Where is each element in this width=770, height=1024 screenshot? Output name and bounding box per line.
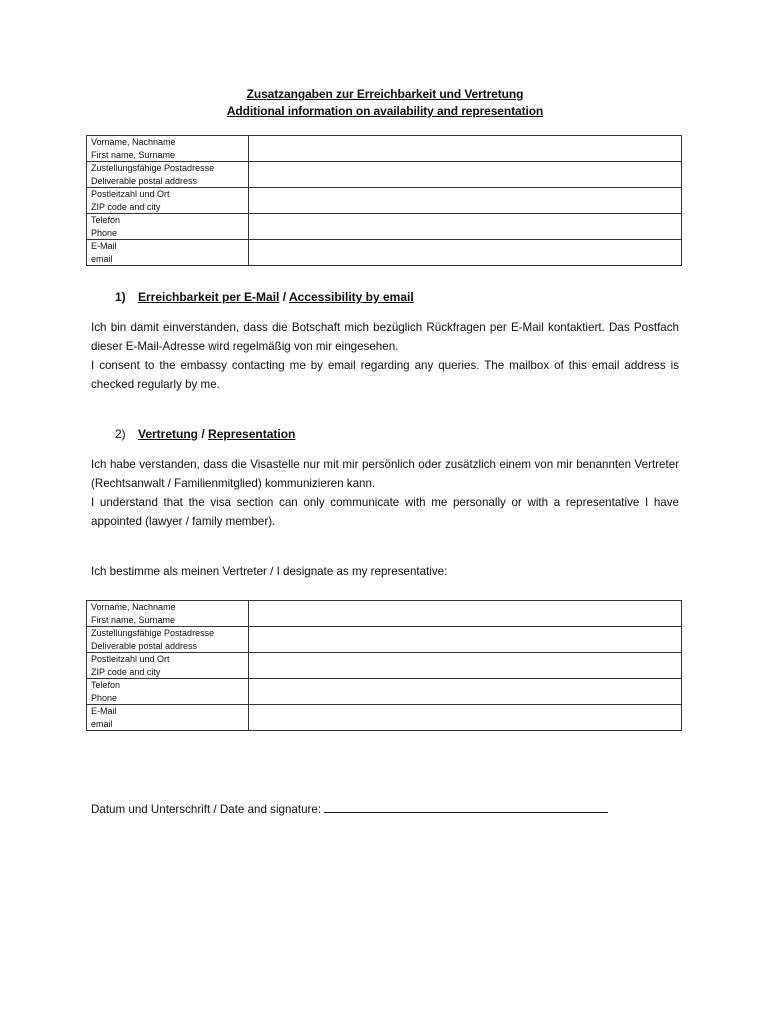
representative-zip-city-field[interactable]	[249, 653, 682, 679]
paragraph-english: I consent to the embassy contacting me by email regarding any queries. The mailbox of this email address is checked regularly by me.	[91, 359, 679, 391]
label-german: Vorname, Nachname	[91, 137, 176, 147]
label-german: Zustellungsfähige Postadresse	[91, 628, 215, 638]
table-row	[87, 627, 682, 653]
field-label	[87, 214, 249, 240]
heading-english: Representation	[208, 427, 296, 441]
section-number: 1)	[115, 290, 126, 304]
section-1-text	[91, 318, 679, 394]
field-label	[87, 705, 249, 731]
field-label	[87, 188, 249, 214]
signature-line[interactable]	[324, 800, 608, 813]
representative-form-table	[86, 600, 682, 731]
field-label	[87, 653, 249, 679]
section-2-text	[91, 455, 679, 531]
section-1-heading	[115, 289, 414, 305]
table-row	[87, 601, 682, 627]
email-field[interactable]	[249, 240, 682, 266]
signature-label: Datum und Unterschrift / Date and signature:	[91, 803, 322, 816]
heading-english: Accessibility by email	[288, 290, 414, 304]
field-label	[87, 627, 249, 653]
table-row	[87, 136, 682, 162]
label-english: First name, Surname	[91, 149, 176, 160]
paragraph-english: I understand that the visa section can only communicate with me personally or with a representative I have appointed (lawyer / family member).	[91, 496, 679, 528]
representative-name-field[interactable]	[249, 601, 682, 627]
heading-separator: /	[279, 290, 289, 304]
field-label	[87, 240, 249, 266]
designate-representative-text: Ich bestimme als meinen Vertreter / I designate as my representative:	[91, 565, 448, 578]
field-label	[87, 136, 249, 162]
representative-phone-field[interactable]	[249, 679, 682, 705]
title-german: Zusatzangaben zur Erreichbarkeit und Vertretung	[246, 87, 524, 101]
label-english: ZIP code and city	[91, 666, 161, 677]
label-german: E-Mail	[91, 706, 117, 716]
section-number: 2)	[115, 427, 126, 441]
representative-postal-address-field[interactable]	[249, 627, 682, 653]
label-english: Phone	[91, 227, 118, 238]
phone-field[interactable]	[249, 214, 682, 240]
label-german: Postleitzahl und Ort	[91, 654, 170, 664]
signature-row	[91, 800, 608, 818]
table-row	[87, 214, 682, 240]
heading-separator: /	[198, 427, 209, 441]
label-german: Zustellungsfähige Postadresse	[91, 163, 215, 173]
name-field[interactable]	[249, 136, 682, 162]
label-english: Deliverable postal address	[91, 640, 198, 651]
field-label	[87, 162, 249, 188]
paragraph-german: Ich habe verstanden, dass die Visastelle nur mit mir persönlich oder zusätzlich einem von mir benannten Vertreter (Rechtsanwalt / Familienmitglied) kommunizieren kann.	[91, 458, 679, 490]
heading-german: Vertretung	[138, 427, 199, 441]
label-english: ZIP code and city	[91, 201, 161, 212]
label-english: Phone	[91, 692, 118, 703]
label-german: Telefon	[91, 215, 121, 225]
zip-city-field[interactable]	[249, 188, 682, 214]
table-row	[87, 188, 682, 214]
table-row	[87, 240, 682, 266]
field-label	[87, 601, 249, 627]
table-row	[87, 705, 682, 731]
section-2-heading	[115, 426, 295, 442]
label-german: E-Mail	[91, 241, 117, 251]
label-english: First name, Surname	[91, 614, 176, 625]
table-row	[87, 653, 682, 679]
heading-german: Erreichbarkeit per E-Mail	[138, 290, 280, 304]
representative-email-field[interactable]	[249, 705, 682, 731]
label-german: Telefon	[91, 680, 121, 690]
title-english: Additional information on availability and representation	[226, 104, 544, 118]
paragraph-german: Ich bin damit einverstanden, dass die Botschaft mich bezüglich Rückfragen per E-Mail kontaktiert. Das Postfach dieser E-Mail-Adresse wird regelmäßig von mir eingesehen.	[91, 321, 679, 353]
table-row	[87, 679, 682, 705]
applicant-form-table	[86, 135, 682, 266]
field-label	[87, 679, 249, 705]
label-german: Vorname, Nachname	[91, 602, 176, 612]
table-row	[87, 162, 682, 188]
label-english: email	[91, 253, 113, 264]
label-english: email	[91, 718, 113, 729]
label-german: Postleitzahl und Ort	[91, 189, 170, 199]
label-english: Deliverable postal address	[91, 175, 198, 186]
postal-address-field[interactable]	[249, 162, 682, 188]
